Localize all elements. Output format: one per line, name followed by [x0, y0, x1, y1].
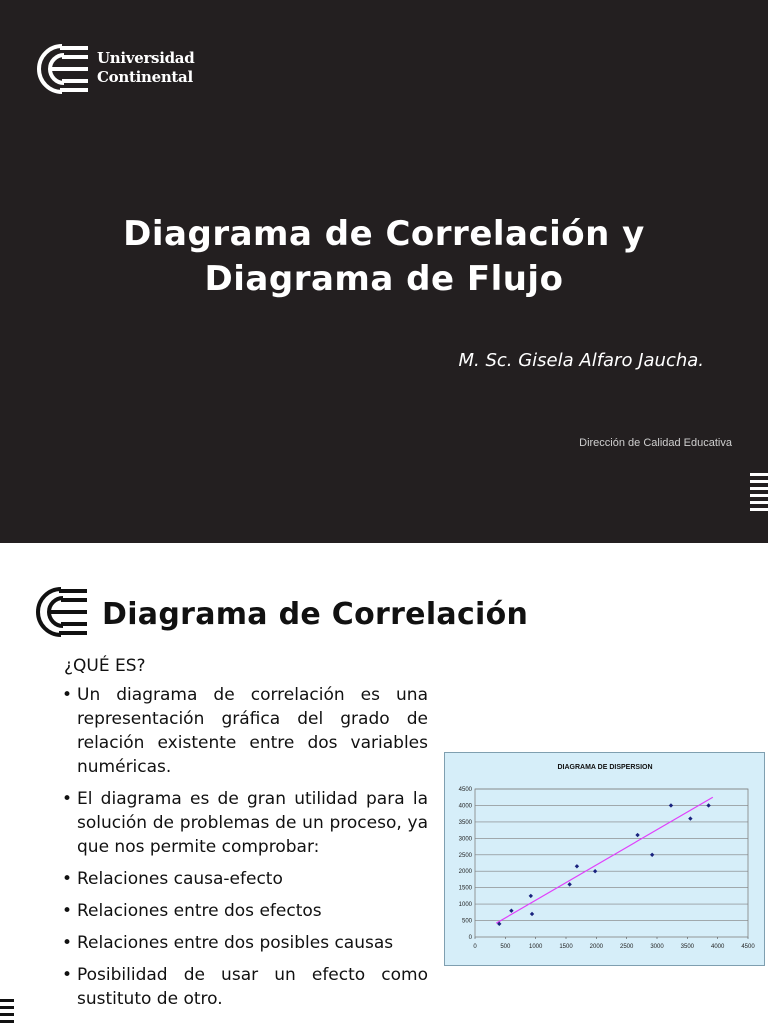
department-label: Dirección de Calidad Educativa	[579, 437, 732, 449]
y-tick-label: 500	[461, 918, 472, 925]
decorative-stripes	[750, 473, 768, 513]
bullet-item: • Posibilidad de usar un efecto como sustituto de otro.	[62, 963, 428, 1011]
x-tick-label: 1500	[559, 944, 573, 950]
x-tick-label: 3500	[680, 944, 695, 950]
scatter-chart	[444, 752, 765, 966]
x-tick-label: 4000	[710, 944, 725, 950]
scatter-chart-svg	[445, 753, 766, 967]
y-tick-label: 3000	[458, 836, 472, 843]
y-tick-label: 0	[468, 935, 472, 941]
author-name: M. Sc. Gisela Alfaro Jaucha.	[458, 350, 704, 371]
university-logo-icon	[34, 587, 88, 637]
title-line-2: Diagrama de Flujo	[204, 259, 564, 299]
bullet-list	[62, 683, 428, 1019]
logo-line-1: Universidad	[97, 49, 195, 67]
y-tick-label: 2500	[458, 852, 472, 859]
bullet-item: • Relaciones entre dos posibles causas	[62, 931, 428, 955]
x-tick-label: 2500	[619, 944, 634, 950]
university-name	[97, 49, 194, 87]
x-tick-label: 3000	[650, 944, 664, 950]
bullet-item: • Relaciones causa-efecto	[62, 867, 428, 891]
y-tick-label: 4000	[458, 803, 472, 810]
x-tick-label: 0	[473, 944, 477, 950]
x-tick-label: 2000	[589, 944, 604, 950]
content-slide	[0, 543, 768, 1024]
university-logo-icon	[36, 44, 88, 94]
plot-area	[475, 789, 748, 937]
bullet-item: • El diagrama es de gran utilidad para la solución de problemas de un proceso, ya que nos permite comprobar:	[62, 787, 428, 859]
logo-line-2: Continental	[97, 68, 193, 86]
slide-title	[0, 212, 768, 302]
decorative-stripes	[0, 999, 14, 1024]
x-tick-label: 500	[500, 944, 511, 950]
chart-title: DIAGRAMA DE DISPERSION	[557, 764, 653, 771]
bullet-item: • Un diagrama de correlación es una representación gráfica del grado de relación existente entre dos variables numéricas.	[62, 683, 428, 779]
x-tick-label: 1000	[528, 944, 543, 950]
title-line-1: Diagrama de Correlación y	[123, 214, 645, 254]
y-tick-label: 4500	[458, 787, 472, 793]
y-tick-label: 3500	[458, 819, 472, 826]
y-tick-label: 1500	[458, 885, 472, 892]
y-tick-label: 2000	[458, 869, 472, 876]
bullet-item: • Relaciones entre dos efectos	[62, 899, 428, 923]
y-tick-label: 1000	[458, 902, 472, 909]
slide-heading: Diagrama de Correlación	[102, 597, 529, 632]
question-heading: ¿QUÉ ES?	[64, 656, 146, 676]
x-tick-label: 4500	[741, 944, 755, 950]
